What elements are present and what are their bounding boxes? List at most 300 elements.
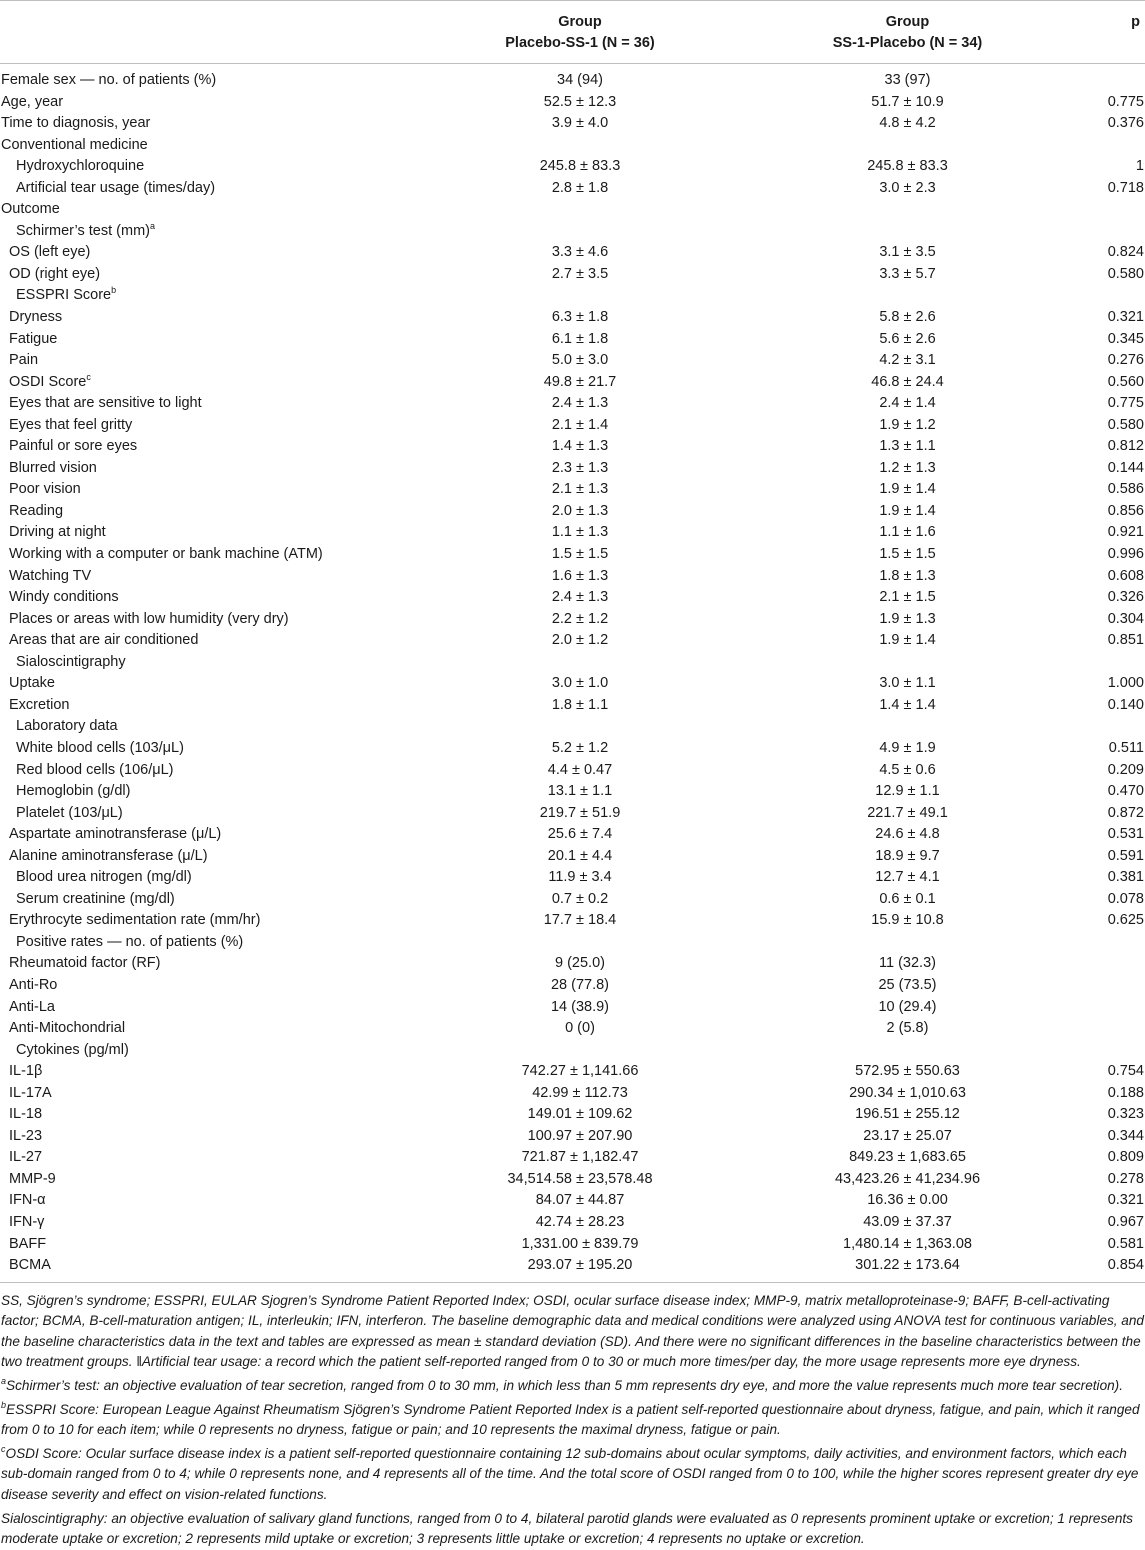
row-label-text: Fatigue <box>9 330 58 347</box>
row-label <box>0 1147 420 1169</box>
p-value <box>1075 975 1145 997</box>
row-label <box>0 329 420 351</box>
footnote-b-text: ESSPRI Score: European League Against Rheumatism Sjögren’s Syndrome Patient Reported Index is a patient self-reported questionnaire about dryness, fatigue, and pain, which it ranged from 0 to 10 for each item; while 0 represents no dryness, fatigue or pain; and 10 represents the maximal dryness, fatigue or pain. <box>1 1401 1140 1438</box>
group2-value: 1.3 ± 1.1 <box>879 438 936 455</box>
group1-value: 6.3 ± 1.8 <box>551 309 609 326</box>
group1-value: 84.07 ± 44.87 <box>535 1192 625 1209</box>
group1-value: 149.01 ± 109.62 <box>527 1106 633 1123</box>
group2-value <box>740 221 1075 243</box>
group1-value: 742.27 ± 1,141.66 <box>521 1063 639 1080</box>
table-row <box>0 889 1145 911</box>
group2-value: 1.9 ± 1.4 <box>879 502 936 519</box>
group1-value: 9 (25.0) <box>555 955 605 972</box>
p-value: 0.140 <box>1107 696 1144 713</box>
row-label-text: Schirmer’s test (mm) <box>16 222 150 239</box>
group2-value <box>740 285 1075 307</box>
row-label <box>0 501 420 523</box>
group2-value: 4.9 ± 1.9 <box>879 739 936 756</box>
p-value: 0.586 <box>1107 481 1144 498</box>
group2-value: 23.17 ± 25.07 <box>863 1127 952 1144</box>
table-row <box>0 760 1145 782</box>
p-value: 0.580 <box>1107 416 1144 433</box>
table-row <box>0 113 1145 135</box>
group1-value: 49.8 ± 21.7 <box>543 373 617 390</box>
group2-value: 849.23 ± 1,683.65 <box>849 1149 966 1166</box>
row-label-text: Windy conditions <box>9 589 119 606</box>
row-label-text: Areas that are air conditioned <box>9 632 199 649</box>
p-value <box>1075 1040 1145 1062</box>
row-label <box>0 566 420 588</box>
row-label-text: Watching TV <box>9 567 92 584</box>
group1-value: 219.7 ± 51.9 <box>539 804 621 821</box>
row-label <box>0 695 420 717</box>
group2-value <box>740 199 1075 221</box>
p-value: 0.856 <box>1107 502 1144 519</box>
group2-value: 1.8 ± 1.3 <box>879 567 936 584</box>
table-row <box>0 479 1145 501</box>
group2-value: 1.5 ± 1.5 <box>879 546 936 563</box>
p-value: 0.345 <box>1107 330 1144 347</box>
table-row <box>0 1061 1145 1083</box>
row-label <box>0 135 420 157</box>
table-row <box>0 1169 1145 1191</box>
group2-value: 43.09 ± 37.37 <box>863 1213 952 1230</box>
group1-value: 2.0 ± 1.2 <box>551 632 609 649</box>
group2-value: 1.1 ± 1.6 <box>879 524 936 541</box>
table-row <box>0 372 1145 394</box>
row-label <box>0 1126 420 1148</box>
group1-value: 2.2 ± 1.2 <box>551 610 609 627</box>
table-row <box>0 1040 1145 1062</box>
group2-value: 4.8 ± 4.2 <box>879 115 936 132</box>
header-group2-line2: SS-1-Placebo (N = 34) <box>832 35 983 51</box>
table-row <box>0 846 1145 868</box>
p-value: 0.854 <box>1075 1255 1145 1282</box>
p-value: 0.188 <box>1107 1084 1144 1101</box>
table-row <box>0 695 1145 717</box>
row-label-text: Erythrocyte sedimentation rate (mm/hr) <box>9 912 261 929</box>
p-value: 0.824 <box>1107 244 1144 261</box>
p-value: 0.921 <box>1107 524 1144 541</box>
group2-value: 25 (73.5) <box>878 976 937 993</box>
row-label <box>0 1169 420 1191</box>
footnote-marker: a <box>150 220 156 231</box>
row-label <box>0 1234 420 1256</box>
group1-value: 42.74 ± 28.23 <box>535 1213 625 1230</box>
row-label <box>0 415 420 437</box>
table-row <box>0 953 1145 975</box>
table-row <box>0 156 1145 178</box>
group2-value: 46.8 ± 24.4 <box>871 373 944 390</box>
row-label <box>0 64 420 92</box>
table-row <box>0 803 1145 825</box>
p-value <box>1075 997 1145 1019</box>
header-group2 <box>740 1 1075 64</box>
group1-value: 1.1 ± 1.3 <box>551 524 609 541</box>
group2-value: 51.7 ± 10.9 <box>871 93 944 110</box>
row-label-text: Cytokines (pg/ml) <box>16 1041 129 1058</box>
row-label <box>0 1104 420 1126</box>
p-value: 0.276 <box>1107 352 1144 369</box>
group2-value: 5.6 ± 2.6 <box>879 330 936 347</box>
group1-value: 3.9 ± 4.0 <box>551 115 609 132</box>
header-group1-line2: Placebo-SS-1 (N = 36) <box>505 35 655 51</box>
footnote-abbreviations: SS, Sjögren’s syndrome; ESSPRI, EULAR Sjogren’s Syndrome Patient Reported Index; OSDI, ocular surface disease index; MMP-9, matrix metalloproteinase-9; BAFF, B-cell-activating factor; BCMA, B-cell-maturation antigen; IL, interleukin; IFN, interferon. The baseline demographic data and medical conditions were analyzed using ANOVA test for continuous variables, and the baseline characteristics data in the text and tables are expressed as mean ± standard deviation (SD). And there were no significant differences in the baseline characteristics between the two treatment groups. ‖Artificial tear usage: a record which the patient self-reported ranged from 0 to 30 or much more times/per day, the more usage represents more eye dryness. <box>1 1292 1144 1370</box>
row-label-text: Platelet (103/μL) <box>16 804 123 821</box>
row-label-text: Anti-La <box>9 998 55 1015</box>
p-value: 0.344 <box>1107 1127 1144 1144</box>
row-label <box>0 889 420 911</box>
header-group1 <box>420 1 740 64</box>
group1-value: 2.3 ± 1.3 <box>551 459 609 476</box>
group1-value: 5.2 ± 1.2 <box>551 739 609 756</box>
row-label <box>0 760 420 782</box>
row-label <box>0 803 420 825</box>
header-label-col <box>0 1 420 64</box>
table-row <box>0 781 1145 803</box>
table-row <box>0 458 1145 480</box>
row-label-text: Anti-Mitochondrial <box>9 1020 126 1037</box>
row-label-text: Uptake <box>9 675 55 692</box>
row-label <box>0 199 420 221</box>
row-label-text: Sialoscintigraphy <box>16 653 126 670</box>
group1-value: 34 (94) <box>557 72 603 88</box>
row-label-text: Blurred vision <box>9 459 97 476</box>
group2-value: 4.5 ± 0.6 <box>879 761 936 778</box>
row-label-text: IL-18 <box>9 1106 43 1123</box>
group1-value: 1.8 ± 1.1 <box>551 696 609 713</box>
row-label <box>0 479 420 501</box>
row-label-text: Poor vision <box>9 481 81 498</box>
group2-value: 3.1 ± 3.5 <box>879 244 936 261</box>
table-row <box>0 1126 1145 1148</box>
group1-value: 11.9 ± 3.4 <box>548 869 612 886</box>
group2-value <box>740 135 1075 157</box>
footnote-marker: c <box>86 371 91 382</box>
group1-value: 28 (77.8) <box>550 976 610 993</box>
table-row <box>0 609 1145 631</box>
group1-value: 6.1 ± 1.8 <box>551 330 609 347</box>
group1-value: 1.6 ± 1.3 <box>551 567 609 584</box>
p-value: 0.078 <box>1107 890 1144 907</box>
row-label-text: IL-17A <box>9 1084 52 1101</box>
p-value: 0.511 <box>1108 739 1144 756</box>
row-label-text: IL-27 <box>9 1149 43 1166</box>
group2-value: 1.9 ± 1.4 <box>879 481 936 498</box>
p-value: 0.560 <box>1107 373 1144 390</box>
group2-value: 221.7 ± 49.1 <box>867 804 948 821</box>
row-label-text: Eyes that are sensitive to light <box>9 395 202 412</box>
table-row <box>0 1234 1145 1256</box>
p-value: 0.470 <box>1107 783 1144 800</box>
row-label-text: OD (right eye) <box>9 265 101 282</box>
row-label-text: Places or areas with low humidity (very dry) <box>9 610 289 627</box>
table-row <box>0 738 1145 760</box>
row-label <box>0 393 420 415</box>
group1-value: 14 (38.9) <box>550 998 610 1015</box>
row-label <box>0 867 420 889</box>
row-label <box>0 1040 420 1062</box>
table-row <box>0 975 1145 997</box>
group1-value <box>420 199 740 221</box>
table-row <box>0 329 1145 351</box>
row-label <box>0 221 420 243</box>
table-row <box>0 910 1145 932</box>
table-row <box>0 630 1145 652</box>
group1-value: 52.5 ± 12.3 <box>543 93 617 110</box>
group2-value: 3.3 ± 5.7 <box>879 265 936 282</box>
table-row <box>0 64 1145 92</box>
p-value: 0.321 <box>1107 1192 1144 1209</box>
footnote-sialoscintigraphy: Sialoscintigraphy: an objective evaluation of salivary gland functions, ranged from 0 to 4, bilateral parotid glands were evaluated as 0 represents prominent uptake or excretion; 1 represents moderate uptake or excretion; 2 represents mild uptake or excretion; 3 represents little uptake or excretion; 4 represents no uptake or excretion. <box>1 1510 1133 1547</box>
group1-value <box>420 716 740 738</box>
group1-value: 3.0 ± 1.0 <box>551 675 609 692</box>
row-label-text: Outcome <box>1 201 60 218</box>
p-value <box>1075 953 1145 975</box>
row-label-text: Driving at night <box>9 524 106 541</box>
row-label <box>0 652 420 674</box>
header-row <box>0 1 1145 64</box>
header-group2-line1: Group <box>885 14 930 30</box>
group2-value: 3.0 ± 2.3 <box>879 179 936 196</box>
row-label-text: Laboratory data <box>16 718 118 735</box>
group2-value: 290.34 ± 1,010.63 <box>849 1084 966 1101</box>
row-label-text: Working with a computer or bank machine (ATM) <box>9 546 323 563</box>
group1-value: 2.7 ± 3.5 <box>551 265 609 282</box>
p-value <box>1075 652 1145 674</box>
group2-value <box>740 1040 1075 1062</box>
table-row <box>0 92 1145 114</box>
p-value: 0.209 <box>1107 761 1144 778</box>
table-row <box>0 285 1145 307</box>
p-value <box>1075 285 1145 307</box>
p-value: 1 <box>1135 158 1144 175</box>
row-label <box>0 458 420 480</box>
p-value: 0.967 <box>1107 1213 1144 1230</box>
footnote-a-text: Schirmer’s test: an objective evaluation of tear secretion, ranged from 0 to 30 mm, in which less than 5 mm represents dry eye, and more the value represents much more tear secretion). <box>6 1378 1123 1393</box>
row-label-text: Positive rates — no. of patients (%) <box>16 933 244 950</box>
row-label <box>0 587 420 609</box>
p-value: 0.775 <box>1107 93 1144 110</box>
group2-value <box>740 932 1075 954</box>
group1-value <box>420 221 740 243</box>
p-value <box>1075 64 1145 92</box>
group2-value: 2 (5.8) <box>886 1020 929 1037</box>
row-label-text: Female sex — no. of patients (%) <box>1 72 217 88</box>
footnote-a <box>1 1376 1144 1397</box>
p-value: 0.581 <box>1107 1235 1144 1252</box>
group1-value: 4.4 ± 0.47 <box>547 761 613 778</box>
row-label-text: OSDI Score <box>9 373 87 390</box>
p-value: 0.580 <box>1107 265 1144 282</box>
group1-value: 1,331.00 ± 839.79 <box>521 1235 639 1252</box>
footnote-c <box>1 1444 1144 1506</box>
p-value: 0.304 <box>1107 610 1144 627</box>
group2-value: 1.9 ± 1.4 <box>879 632 936 649</box>
group2-value <box>740 652 1075 674</box>
row-label <box>0 910 420 932</box>
p-value <box>1075 199 1145 221</box>
p-value: 0.625 <box>1107 912 1144 929</box>
footnote-c-text: OSDI Score: Ocular surface disease index is a patient self-reported questionnaire containing 12 sub-domains about ocular symptoms, daily activities, and environment factors, which each sub-domain ranged from 0 to 4; while 0 represents none, and 4 represents all of the time. And the total score of OSDI ranged from 0 to 100, while the higher scores represent greater dry eye disease severity and effect on vision-related functions. <box>1 1445 1139 1502</box>
group1-value <box>420 1040 740 1062</box>
row-label <box>0 1212 420 1234</box>
row-label <box>0 824 420 846</box>
group2-value: 1.9 ± 1.2 <box>879 416 936 433</box>
row-label-text: BCMA <box>9 1257 51 1274</box>
table-row <box>0 350 1145 372</box>
row-label-text: IFN-α <box>9 1192 46 1209</box>
row-label-text: Conventional medicine <box>1 136 148 153</box>
table-row <box>0 1147 1145 1169</box>
group1-value <box>420 285 740 307</box>
group2-value: 245.8 ± 83.3 <box>867 158 948 175</box>
table-row <box>0 135 1145 157</box>
row-label-text: Age, year <box>1 93 64 110</box>
group1-value: 293.07 ± 195.20 <box>420 1255 740 1282</box>
row-label-text: Aspartate aminotransferase (μ/L) <box>9 826 222 843</box>
row-label-text: Reading <box>9 502 64 519</box>
footnote-b <box>1 1400 1144 1441</box>
group2-value: 11 (32.3) <box>879 955 936 972</box>
row-label-text: Hydroxychloroquine <box>16 158 145 175</box>
row-label <box>0 1255 420 1282</box>
row-label-text: IL-23 <box>9 1127 43 1144</box>
group2-value: 0.6 ± 0.1 <box>879 890 936 907</box>
group1-value: 2.1 ± 1.4 <box>551 416 609 433</box>
row-label <box>0 156 420 178</box>
row-label-text: Excretion <box>9 696 70 713</box>
row-label <box>0 436 420 458</box>
p-value: 0.591 <box>1107 847 1144 864</box>
header-group1-line1: Group <box>558 14 602 30</box>
row-label-text: Serum creatinine (mg/dl) <box>16 890 175 907</box>
p-value: 0.775 <box>1107 395 1144 412</box>
table-row <box>0 501 1145 523</box>
group2-value: 12.9 ± 1.1 <box>875 783 940 800</box>
row-label <box>0 285 420 307</box>
p-value <box>1075 716 1145 738</box>
group2-value: 43,423.26 ± 41,234.96 <box>834 1170 981 1187</box>
group1-value: 5.0 ± 3.0 <box>551 352 609 369</box>
p-value: 0.323 <box>1107 1106 1144 1123</box>
group2-value: 572.95 ± 550.63 <box>855 1063 960 1080</box>
group1-value <box>420 135 740 157</box>
row-label <box>0 113 420 135</box>
table-row <box>0 264 1145 286</box>
table-row <box>0 997 1145 1019</box>
row-label-text: Rheumatoid factor (RF) <box>9 955 161 972</box>
row-label <box>0 716 420 738</box>
group2-value: 5.8 ± 2.6 <box>879 309 936 326</box>
table-row <box>0 824 1145 846</box>
row-label <box>0 242 420 264</box>
group2-value: 2.1 ± 1.5 <box>879 589 936 606</box>
group1-value: 2.4 ± 1.3 <box>551 589 609 606</box>
table-row <box>0 587 1145 609</box>
p-value <box>1075 221 1145 243</box>
row-label-text: Hemoglobin (g/dl) <box>16 783 131 800</box>
p-value: 0.376 <box>1107 115 1144 132</box>
p-value <box>1075 932 1145 954</box>
group2-value: 16.36 ± 0.00 <box>867 1192 948 1209</box>
footnote-marker: b <box>111 285 117 296</box>
row-label <box>0 522 420 544</box>
p-value: 0.718 <box>1107 179 1144 196</box>
table-row <box>0 1190 1145 1212</box>
p-value: 0.381 <box>1107 869 1144 886</box>
p-value: 0.812 <box>1107 438 1144 455</box>
p-value: 0.278 <box>1107 1170 1144 1187</box>
p-value <box>1075 135 1145 157</box>
table-row <box>0 242 1145 264</box>
group2-value: 196.51 ± 255.12 <box>855 1106 960 1123</box>
row-label <box>0 544 420 566</box>
p-value: 0.144 <box>1107 459 1144 476</box>
group1-value: 0.7 ± 0.2 <box>551 890 609 907</box>
p-value: 0.608 <box>1107 567 1144 584</box>
group1-value: 100.97 ± 207.90 <box>527 1127 633 1144</box>
group2-value: 2.4 ± 1.4 <box>879 395 936 412</box>
row-label <box>0 178 420 200</box>
table-row <box>0 867 1145 889</box>
row-label-text: Blood urea nitrogen (mg/dl) <box>16 869 192 886</box>
row-label-text: IL-1β <box>9 1063 43 1080</box>
table-row <box>0 393 1145 415</box>
table-row <box>0 307 1145 329</box>
row-label-text: IFN-γ <box>9 1213 45 1230</box>
table-row <box>0 932 1145 954</box>
row-label <box>0 1061 420 1083</box>
group1-value: 721.87 ± 1,182.47 <box>521 1149 639 1166</box>
table-row <box>0 1083 1145 1105</box>
table-row <box>0 716 1145 738</box>
row-label <box>0 630 420 652</box>
p-value: 0.321 <box>1107 309 1144 326</box>
group2-value: 3.0 ± 1.1 <box>879 675 936 692</box>
p-value: 0.809 <box>1107 1149 1144 1166</box>
group1-value: 3.3 ± 4.6 <box>551 244 609 261</box>
row-label-text: White blood cells (103/μL) <box>16 739 184 756</box>
row-label-text: OS (left eye) <box>9 244 91 261</box>
group1-value <box>420 932 740 954</box>
group2-value: 1.2 ± 1.3 <box>879 459 936 476</box>
group1-value: 25.6 ± 7.4 <box>547 826 613 843</box>
row-label <box>0 372 420 394</box>
table-row <box>0 566 1145 588</box>
table-row <box>0 415 1145 437</box>
table-header <box>0 1 1145 64</box>
table-row <box>0 199 1145 221</box>
row-label-text: Dryness <box>9 309 63 326</box>
group2-value: 12.7 ± 4.1 <box>875 869 940 886</box>
group2-value: 33 (97) <box>884 72 931 88</box>
table-row <box>0 1104 1145 1126</box>
row-label-text: MMP-9 <box>9 1170 56 1187</box>
group1-value: 2.4 ± 1.3 <box>551 395 609 412</box>
table-footnotes <box>0 1283 1145 1550</box>
group1-value: 20.1 ± 4.4 <box>547 847 613 864</box>
row-label <box>0 975 420 997</box>
group2-value: 18.9 ± 9.7 <box>875 847 940 864</box>
p-value: 0.872 <box>1107 804 1144 821</box>
row-label-text: Alanine aminotransferase (μ/L) <box>9 847 208 864</box>
row-label-text: ESSPRI Score <box>16 287 112 304</box>
group2-value: 24.6 ± 4.8 <box>875 826 940 843</box>
group1-value: 0 (0) <box>565 1020 595 1037</box>
footnote-a-mark: a <box>1 1376 7 1386</box>
group2-value: 15.9 ± 10.8 <box>871 912 944 929</box>
